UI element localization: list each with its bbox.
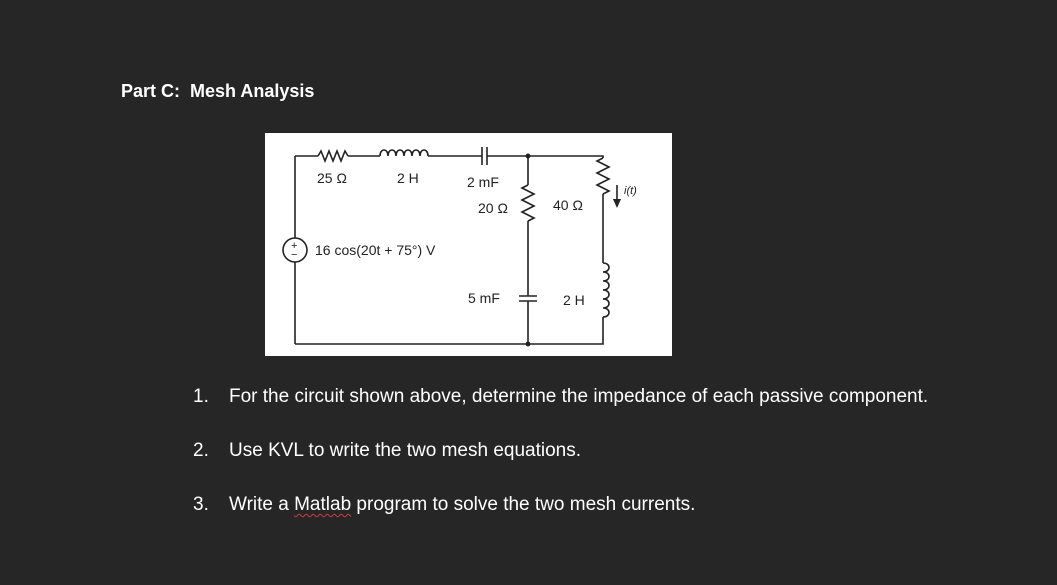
inductor-right bbox=[603, 263, 609, 317]
label-current: i(t) bbox=[624, 185, 637, 197]
question-item bbox=[193, 440, 581, 462]
question-item bbox=[193, 494, 695, 516]
resistor-25 bbox=[318, 151, 348, 161]
label-r1: 25 Ω bbox=[317, 170, 347, 186]
wire-bottom bbox=[295, 317, 603, 344]
label-l2: 2 H bbox=[563, 292, 585, 308]
label-source: 16 cos(20t + 75°) V bbox=[315, 242, 436, 258]
resistor-20 bbox=[522, 185, 534, 221]
question-number: 3. bbox=[193, 494, 209, 515]
source-plus: + bbox=[291, 240, 298, 252]
capacitor-2mf bbox=[482, 147, 487, 165]
question-number: 1. bbox=[193, 386, 209, 407]
label-l1: 2 H bbox=[397, 170, 419, 186]
source-minus: − bbox=[291, 249, 298, 261]
section-heading: Part C: Mesh Analysis bbox=[121, 81, 315, 101]
misspelled-word[interactable]: Matlab bbox=[294, 494, 352, 515]
node-bottom bbox=[526, 342, 531, 347]
resistor-40 bbox=[597, 158, 609, 194]
current-arrowhead bbox=[613, 199, 621, 208]
question-text: For the circuit shown above, determine the impedance of each passive component. bbox=[229, 386, 929, 407]
question-text: Use KVL to write the two mesh equations. bbox=[229, 440, 582, 461]
label-r2: 20 Ω bbox=[478, 200, 508, 216]
question-number: 2. bbox=[193, 440, 209, 461]
node-top bbox=[526, 154, 531, 159]
question-text-end: program to solve the two mesh currents. bbox=[351, 494, 696, 515]
circuit-diagram bbox=[265, 133, 672, 356]
wire-top-right bbox=[487, 156, 603, 158]
label-c2: 5 mF bbox=[468, 290, 500, 306]
question-item bbox=[193, 386, 928, 408]
capacitor-5mf bbox=[519, 296, 537, 301]
question-text-start: Write a bbox=[229, 494, 295, 515]
inductor-top bbox=[380, 150, 428, 156]
label-r3: 40 Ω bbox=[553, 197, 583, 213]
label-c1: 2 mF bbox=[467, 174, 499, 190]
